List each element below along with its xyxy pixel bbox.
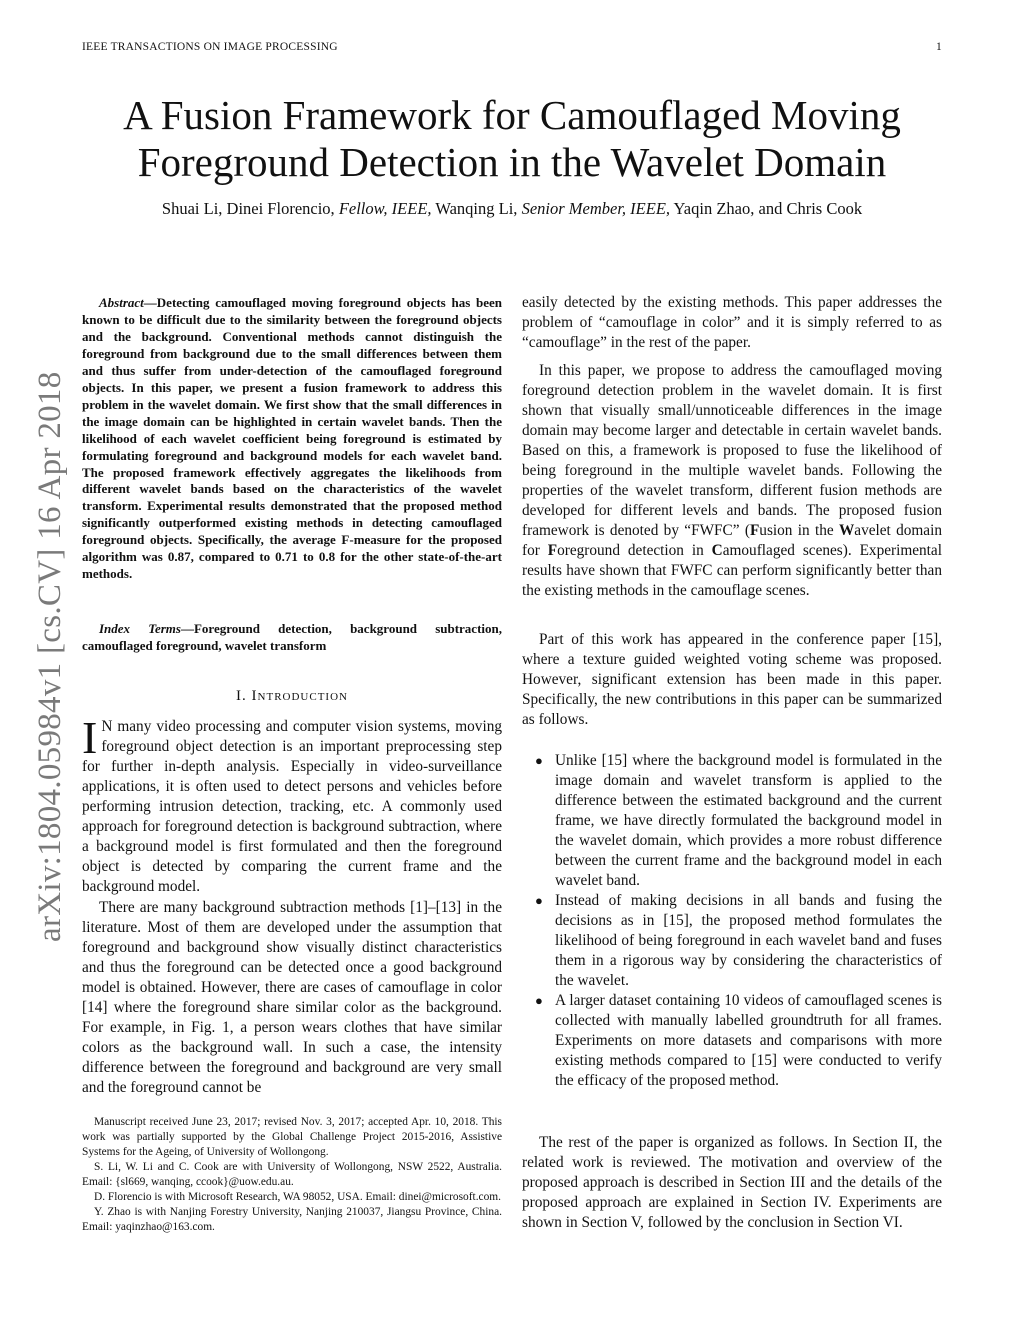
bullet-icon: ● [535, 753, 543, 768]
section-number: I. [236, 688, 252, 704]
right-paragraph-2 [522, 361, 942, 601]
right-paragraph-3: Part of this work has appeared in the conference paper [15], where a texture guided weighted voting scheme was proposed. However, significant extension has been made in this paper. Specifically, the new contributions in this paper can be summarized as follows. [522, 631, 942, 728]
list-item [535, 891, 942, 991]
running-header: IEEE TRANSACTIONS ON IMAGE PROCESSING [82, 41, 338, 53]
title-line-1: A Fusion Framework for Camouflaged Moving [123, 92, 901, 138]
index-terms [82, 621, 502, 655]
drop-cap: I [82, 712, 98, 763]
author-list [60, 199, 964, 219]
section-heading-introduction [82, 688, 502, 705]
acronym-letter-f2: F [547, 542, 558, 559]
section-title: Introduction [251, 688, 348, 704]
right-p2-text-d: oreground detection in [557, 542, 712, 559]
author-group-3: Yaqin Zhao, and Chris Cook [670, 199, 863, 218]
intro-paragraph-1 [82, 712, 502, 897]
index-terms-label: Index Terms [99, 621, 181, 636]
contributions-list [535, 751, 942, 1091]
page-number: 1 [936, 41, 942, 53]
title-line-2: Foreground Detection in the Wavelet Domain [137, 139, 887, 185]
acronym-letter-w: W [838, 522, 855, 539]
author-role-1: Fellow, IEEE, [338, 199, 432, 218]
arxiv-stamp: arXiv:1804.05984v1 [cs.CV] 16 Apr 2018 [32, 371, 68, 942]
right-paragraph-1: easily detected by the existing methods. This paper addresses the problem of “camouflage in color” and it is simply referred to as “camouflage” in the rest of the paper. [522, 294, 942, 351]
footnote: Y. Zhao is with Nanjing Forestry University, Nanjing 210037, Jiangsu Province, China. Email: yaqinzhao@163.com. [82, 1206, 502, 1233]
list-item [535, 991, 942, 1091]
footnote: D. Florencio is with Microsoft Research, WA 98052, USA. Email: dinei@microsoft.com. [94, 1191, 501, 1203]
right-p2-text-e: amouflaged scenes). Experimental results have shown that FWFC can perform significantly better than the existing methods in the camouflage scenes. [522, 542, 942, 599]
list-item-text: Instead of making decisions in all bands and fusing the decisions as in [15], the proposed method formulates the likelihood of being foreground in each wavelet band and fuses them in a rigorous way by considering the characteristics of the wavelet. [555, 892, 942, 989]
right-p2-text-a: In this paper, we propose to address the camouflaged moving foreground detection problem in the wavelet domain. It is first shown that visually small/unnoticeable differences in the image domain may become larger and detectable in certain wavelet bands. Based on this, a framework is proposed to fuse the likelihood of being foreground in the multiple wavelet bands. Following the properties of the wavelet transform, different fusion methods are developed for different levels and bands. The proposed fusion framework is denoted by “FWFC” ( [522, 362, 942, 539]
footnote: Manuscript received June 23, 2017; revised Nov. 3, 2017; accepted Apr. 10, 2018. This work was partially supported by the Global Challenge Project 2015-2016, Assistive Systems for the Ageing, of University of Wollongong. [82, 1116, 502, 1158]
intro-paragraph-2: There are many background subtraction methods [1]–[13] in the literature. Most of them are developed under the assumption that foreground and background show visually distinct characteristics and thus the foreground can be detected once a good background model is obtained. However, there are cases of camouflage in color [14] where the foreground share similar color as the background. For example, in Fig. 1, a person wears clothes that have similar colors as the background wall. In such a case, the intensity difference between the foreground and background are very small and the foreground cannot be [82, 899, 502, 1096]
index-terms-text: —Foreground detection, background subtraction, camouflaged foreground, wavelet transform [82, 621, 503, 653]
bullet-icon: ● [535, 893, 543, 908]
list-item-text: Unlike [15] where the background model is formulated in the image domain and wavelet transform is applied to the difference between the estimated background and the current frame, we have directly formulated the background model in the wavelet domain, which provides a more robust difference between the current frame and the background model in each wavelet band. [555, 752, 942, 889]
right-p2-text-b: usion in the [759, 522, 839, 539]
abstract [82, 295, 502, 583]
abstract-text: —Detecting camouflaged moving foreground objects has been known to be difficult due to the similarity between the foreground objects and the background. Conventional methods cannot distinguish the foreground from background due to the small differences between them and thus suffer from under-detection of the camouflaged foreground objects. In this paper, we present a fusion framework to address this problem in the wavelet domain. We first show that the small differences in the image domain can be highlighted in certain wavelet bands. Then the likelihood of each wavelet coefficient being foreground is estimated by formulating foreground and background models for each wavelet band. The proposed framework effectively aggregates the likelihoods from different wavelet bands based on the characteristics of the wavelet transform. Experimental results demonstrated that the proposed method significantly outperformed existing methods in detecting camouflaged foreground objects. Specifically, the average F-measure for the proposed algorithm was 0.87, compared to 0.71 to 0.8 for the other state-of-the-art methods. [82, 295, 502, 582]
acronym-letter-f: F [749, 522, 760, 539]
list-item [535, 751, 942, 891]
bullet-icon: ● [535, 993, 543, 1008]
paper-title [60, 92, 964, 186]
right-paragraph-4: The rest of the paper is organized as follows. In Section II, the related work is reviewed. The motivation and overview of the proposed approach is described in Section III and the details of the proposed approach are explained in Section IV. Experiments are shown in Section V, followed by the conclusion in Section VI. [522, 1134, 942, 1231]
list-item-text: A larger dataset containing 10 videos of camouflaged scenes is collected with manually labelled groundtruth for all frames. Experiments on more datasets and comparisons with more existing methods compared to [15] were conducted to verify the efficacy of the proposed method. [555, 992, 942, 1089]
footnotes [82, 1115, 502, 1235]
intro-paragraph-1-text: N many video processing and computer vision systems, moving foreground object detection is an important preprocessing step for further in-depth analysis. Especially in video-surveillance applications, it is often used to detect persons and vehicles before performing intrusion detection, tracking, etc. A commonly used approach for foreground detection is background subtraction, where a background model is first formulated and then the foreground object is detected by comparing the current frame and the background model. [82, 718, 502, 895]
right-p2-text-c: avelet domain for [522, 522, 942, 559]
abstract-label: Abstract [99, 295, 144, 310]
acronym-letter-c: C [711, 542, 723, 559]
author-role-2: Senior Member, IEEE, [521, 199, 671, 218]
footnote: S. Li, W. Li and C. Cook are with University of Wollongong, NSW 2522, Australia. Email: {sl669, wanqing, ccook}@uow.edu.au. [82, 1161, 502, 1188]
author-group-1: Shuai Li, Dinei Florencio, [161, 199, 339, 218]
author-group-2: Wanqing Li, [431, 199, 522, 218]
